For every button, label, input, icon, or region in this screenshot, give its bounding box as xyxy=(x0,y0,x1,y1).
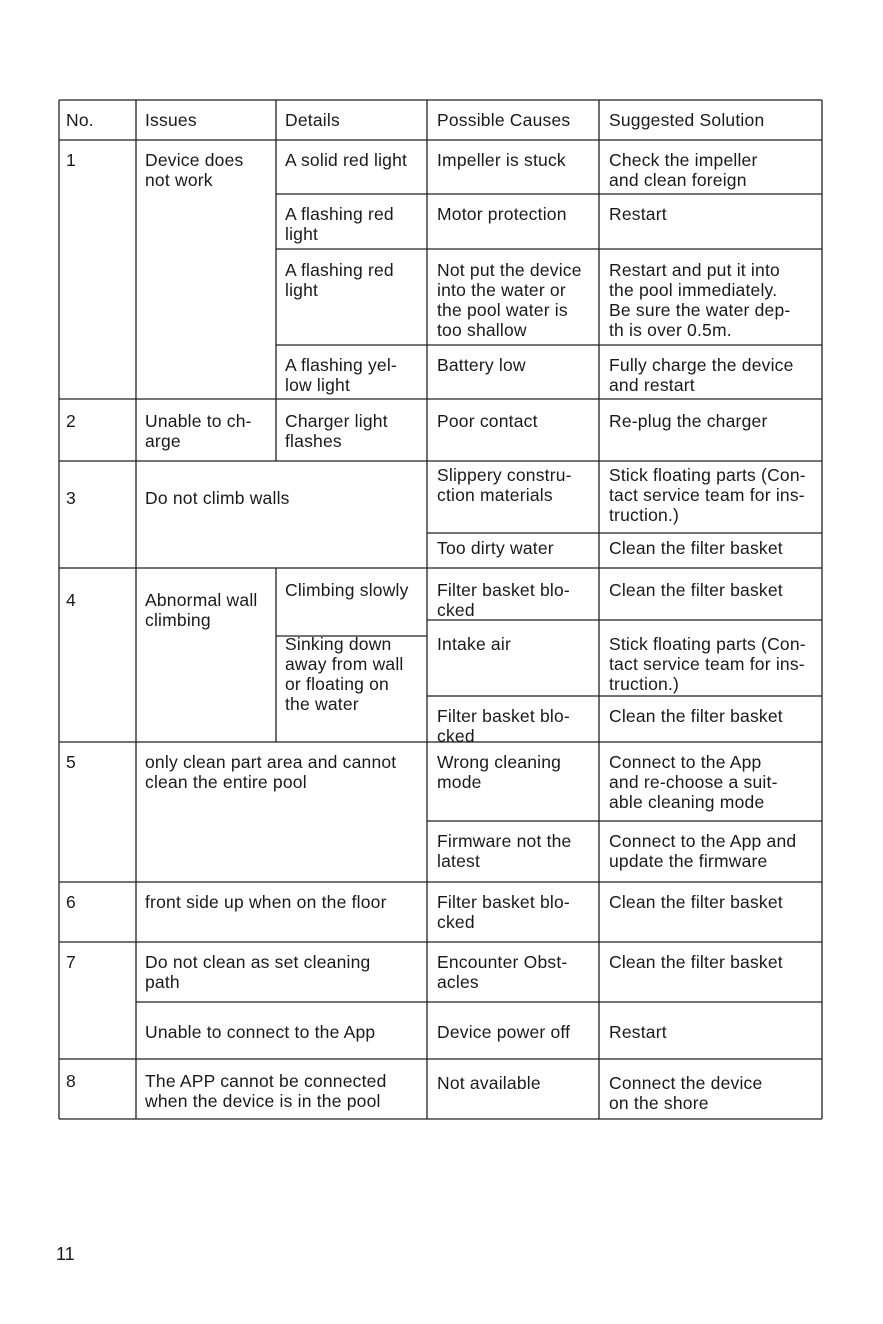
detail-cell: A flashing red light xyxy=(285,204,394,244)
issue-cell: front side up when on the floor xyxy=(145,892,387,912)
solution-cell: Restart and put it into the pool immediately. Be sure the water dep- th is over 0.5m. xyxy=(609,260,791,340)
row-number: 6 xyxy=(66,892,76,912)
cause-cell: Filter basket blo- cked xyxy=(437,892,570,932)
issue-cell: only clean part area and cannot clean the entire pool xyxy=(145,752,397,792)
issue-cell: Unable to connect to the App xyxy=(145,1022,376,1042)
solution-cell: Connect to the App and re-choose a suit- able cleaning mode xyxy=(609,752,778,812)
detail-cell: A flashing red light xyxy=(285,260,394,300)
cause-cell: Filter basket blo- cked xyxy=(437,706,570,746)
issue-cell: Do not climb walls xyxy=(145,488,290,508)
solution-cell: Connect the device on the shore xyxy=(609,1073,763,1113)
solution-cell: Clean the filter basket xyxy=(609,580,783,600)
solution-cell: Clean the filter basket xyxy=(609,538,783,558)
detail-cell: Climbing slowly xyxy=(285,580,409,600)
header-solution: Suggested Solution xyxy=(609,110,765,130)
solution-cell: Connect to the App and update the firmware xyxy=(609,831,797,871)
cause-cell: Not put the device into the water or the pool water is too shallow xyxy=(437,260,582,340)
issue-cell: Abnormal wall climbing xyxy=(145,590,258,630)
issue-cell: Unable to ch- arge xyxy=(145,411,252,451)
cause-cell: Too dirty water xyxy=(437,538,554,558)
solution-cell: Restart xyxy=(609,204,667,224)
issue-cell: The APP cannot be connected when the device is in the pool xyxy=(145,1071,387,1111)
header-details: Details xyxy=(285,110,340,130)
cause-cell: Intake air xyxy=(437,634,511,654)
solution-cell: Check the impeller and clean foreign xyxy=(609,150,758,190)
row-number: 3 xyxy=(66,488,76,508)
solution-cell: Restart xyxy=(609,1022,667,1042)
cause-cell: Not available xyxy=(437,1073,541,1093)
header-causes: Possible Causes xyxy=(437,110,571,130)
solution-cell: Clean the filter basket xyxy=(609,706,783,726)
row-number: 5 xyxy=(66,752,76,772)
cause-cell: Firmware not the latest xyxy=(437,831,572,871)
row-number: 1 xyxy=(66,150,76,170)
detail-cell: A flashing yel- low light xyxy=(285,355,397,395)
page-number: 11 xyxy=(56,1244,75,1264)
cause-cell: Encounter Obst- acles xyxy=(437,952,568,992)
solution-cell: Stick floating parts (Con- tact service team for ins- truction.) xyxy=(609,465,806,525)
cause-cell: Battery low xyxy=(437,355,526,375)
solution-cell: Clean the filter basket xyxy=(609,952,783,972)
row-number: 7 xyxy=(66,952,76,972)
detail-cell: Charger light flashes xyxy=(285,411,388,451)
header-no: No. xyxy=(66,110,94,130)
issue-cell: Device does not work xyxy=(145,150,244,190)
detail-cell: Sinking down away from wall or floating on the water xyxy=(285,634,404,714)
cause-cell: Filter basket blo- cked xyxy=(437,580,570,620)
solution-cell: Fully charge the device and restart xyxy=(609,355,794,395)
cause-cell: Impeller is stuck xyxy=(437,150,566,170)
row-number: 2 xyxy=(66,411,76,431)
header-issues: Issues xyxy=(145,110,197,130)
detail-cell: A solid red light xyxy=(285,150,408,170)
row-number: 4 xyxy=(66,590,76,610)
cause-cell: Wrong cleaning mode xyxy=(437,752,562,792)
solution-cell: Re-plug the charger xyxy=(609,411,768,431)
cause-cell: Device power off xyxy=(437,1022,571,1042)
issue-cell: Do not clean as set cleaning path xyxy=(145,952,371,992)
row-number: 8 xyxy=(66,1071,76,1091)
cause-cell: Slippery constru- ction materials xyxy=(437,465,572,505)
solution-cell: Stick floating parts (Con- tact service team for ins- truction.) xyxy=(609,634,806,694)
solution-cell: Clean the filter basket xyxy=(609,892,783,912)
cause-cell: Motor protection xyxy=(437,204,567,224)
cause-cell: Poor contact xyxy=(437,411,538,431)
